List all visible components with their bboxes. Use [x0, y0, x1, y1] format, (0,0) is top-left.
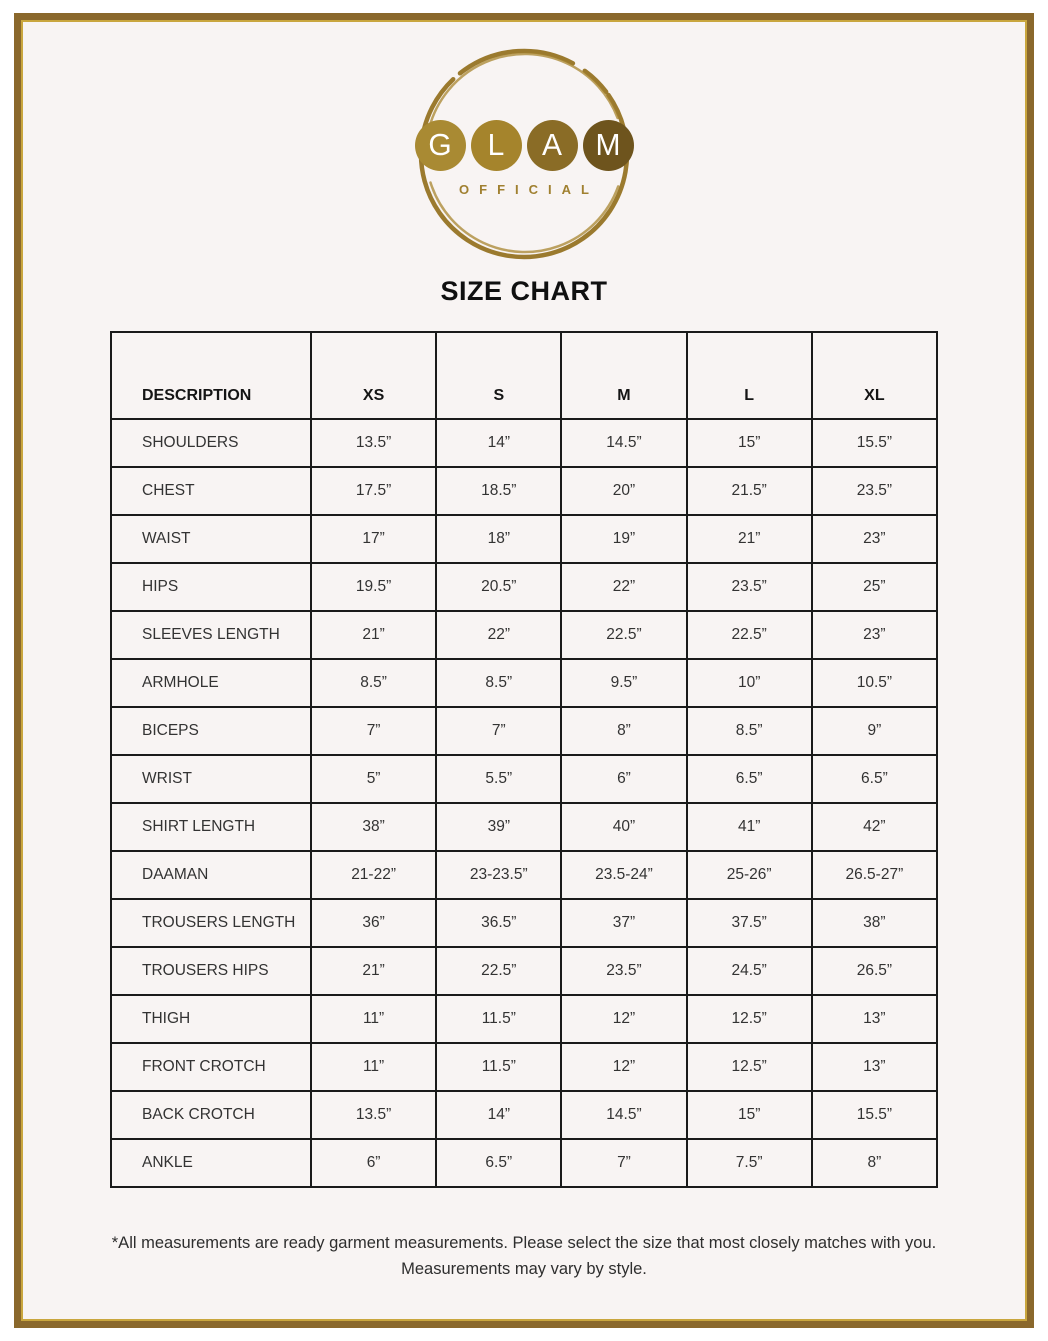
table-row — [111, 659, 937, 707]
measurement-value: 37.5” — [687, 899, 812, 947]
measurement-value: 23.5-24” — [561, 851, 686, 899]
measurement-value: 9.5” — [561, 659, 686, 707]
measurement-value: 23.5” — [812, 467, 937, 515]
measurement-value: 14” — [436, 1091, 561, 1139]
logo-letter-circle — [583, 120, 634, 171]
measurement-value: 7” — [436, 707, 561, 755]
measurement-value: 15.5” — [812, 1091, 937, 1139]
measurement-value: 6.5” — [687, 755, 812, 803]
logo-letter: L — [487, 128, 505, 162]
measurement-value: 15” — [687, 1091, 812, 1139]
measurement-value: 18.5” — [436, 467, 561, 515]
logo-letters — [404, 120, 644, 171]
measurement-label: BACK CROTCH — [111, 1091, 311, 1139]
table-row — [111, 899, 937, 947]
measurement-value: 36” — [311, 899, 436, 947]
table-row — [111, 803, 937, 851]
measurement-value: 23-23.5” — [436, 851, 561, 899]
header-size-m: M — [561, 332, 686, 419]
measurement-value: 12.5” — [687, 995, 812, 1043]
measurement-value: 6” — [311, 1139, 436, 1187]
measurement-value: 19.5” — [311, 563, 436, 611]
measurement-value: 11” — [311, 995, 436, 1043]
header-description: DESCRIPTION — [111, 332, 311, 419]
measurement-value: 38” — [311, 803, 436, 851]
measurement-label: WAIST — [111, 515, 311, 563]
measurement-value: 8” — [561, 707, 686, 755]
table-row — [111, 1139, 937, 1187]
measurement-label: TROUSERS LENGTH — [111, 899, 311, 947]
measurement-value: 15” — [687, 419, 812, 467]
size-table — [110, 331, 938, 1188]
measurement-value: 25-26” — [687, 851, 812, 899]
measurement-value: 26.5” — [812, 947, 937, 995]
measurement-value: 21” — [687, 515, 812, 563]
measurement-value: 8.5” — [687, 707, 812, 755]
table-row — [111, 611, 937, 659]
measurement-value: 9” — [812, 707, 937, 755]
measurement-label: BICEPS — [111, 707, 311, 755]
measurement-value: 11” — [311, 1043, 436, 1091]
measurement-label: FRONT CROTCH — [111, 1043, 311, 1091]
logo-letter: M — [595, 128, 621, 162]
measurement-value: 25” — [812, 563, 937, 611]
table-row — [111, 1043, 937, 1091]
table-row — [111, 515, 937, 563]
measurement-value: 20” — [561, 467, 686, 515]
measurement-label: ANKLE — [111, 1139, 311, 1187]
measurement-value: 6” — [561, 755, 686, 803]
logo-subtitle: OFFICIAL — [459, 182, 599, 197]
measurement-label: THIGH — [111, 995, 311, 1043]
measurement-value: 17.5” — [311, 467, 436, 515]
measurement-value: 20.5” — [436, 563, 561, 611]
logo-letter-circle — [527, 120, 578, 171]
measurement-value: 12” — [561, 995, 686, 1043]
measurement-value: 23” — [812, 515, 937, 563]
measurement-value: 21-22” — [311, 851, 436, 899]
table-row — [111, 419, 937, 467]
measurement-value: 39” — [436, 803, 561, 851]
measurement-value: 6.5” — [812, 755, 937, 803]
measurement-value: 24.5” — [687, 947, 812, 995]
decorative-gold-frame — [14, 13, 1034, 1328]
measurement-label: WRIST — [111, 755, 311, 803]
measurement-label: ARMHOLE — [111, 659, 311, 707]
table-row — [111, 947, 937, 995]
measurement-value: 19” — [561, 515, 686, 563]
measurement-value: 7” — [311, 707, 436, 755]
measurement-value: 7.5” — [687, 1139, 812, 1187]
measurement-value: 22.5” — [687, 611, 812, 659]
measurement-value: 8.5” — [436, 659, 561, 707]
measurement-label: SHIRT LENGTH — [111, 803, 311, 851]
measurement-value: 14” — [436, 419, 561, 467]
measurement-value: 10” — [687, 659, 812, 707]
measurement-label: SLEEVES LENGTH — [111, 611, 311, 659]
measurement-value: 22” — [561, 563, 686, 611]
size-table-body — [111, 419, 937, 1187]
measurement-value: 14.5” — [561, 419, 686, 467]
header-size-xl: XL — [812, 332, 937, 419]
measurement-value: 21” — [311, 611, 436, 659]
measurement-value: 41” — [687, 803, 812, 851]
measurement-value: 23” — [812, 611, 937, 659]
logo-letter: A — [541, 128, 562, 162]
measurement-value: 12.5” — [687, 1043, 812, 1091]
measurement-value: 6.5” — [436, 1139, 561, 1187]
measurement-label: HIPS — [111, 563, 311, 611]
measurement-label: SHOULDERS — [111, 419, 311, 467]
measurement-label: DAAMAN — [111, 851, 311, 899]
measurement-value: 13” — [812, 1043, 937, 1091]
measurement-value: 13” — [812, 995, 937, 1043]
footnote-line-1: *All measurements are ready garment measurements. Please select the size that most closely matches with you. — [111, 1234, 937, 1252]
logo-letter: G — [428, 128, 452, 162]
measurement-label: TROUSERS HIPS — [111, 947, 311, 995]
measurement-label: CHEST — [111, 467, 311, 515]
measurement-value: 10.5” — [812, 659, 937, 707]
measurement-value: 22” — [436, 611, 561, 659]
measurement-value: 8.5” — [311, 659, 436, 707]
measurement-value: 36.5” — [436, 899, 561, 947]
measurement-value: 37” — [561, 899, 686, 947]
measurement-value: 11.5” — [436, 1043, 561, 1091]
measurement-value: 14.5” — [561, 1091, 686, 1139]
measurement-value: 5.5” — [436, 755, 561, 803]
header-size-xs: XS — [311, 332, 436, 419]
measurement-value: 15.5” — [812, 419, 937, 467]
logo-letter-circle — [415, 120, 466, 171]
measurement-value: 23.5” — [687, 563, 812, 611]
measurement-value: 18” — [436, 515, 561, 563]
measurement-value: 21.5” — [687, 467, 812, 515]
measurement-value: 8” — [812, 1139, 937, 1187]
measurement-value: 22.5” — [436, 947, 561, 995]
measurement-value: 38” — [812, 899, 937, 947]
table-header-row — [111, 332, 937, 419]
measurement-value: 42” — [812, 803, 937, 851]
page-title: SIZE CHART — [440, 276, 608, 306]
table-row — [111, 995, 937, 1043]
table-row — [111, 1091, 937, 1139]
header-size-l: L — [687, 332, 812, 419]
measurement-value: 21” — [311, 947, 436, 995]
table-row — [111, 467, 937, 515]
measurement-value: 12” — [561, 1043, 686, 1091]
table-row — [111, 851, 937, 899]
measurement-value: 23.5” — [561, 947, 686, 995]
footnote-line-2: Measurements may vary by style. — [401, 1260, 647, 1278]
measurement-value: 11.5” — [436, 995, 561, 1043]
measurement-value: 7” — [561, 1139, 686, 1187]
measurement-value: 22.5” — [561, 611, 686, 659]
header-size-s: S — [436, 332, 561, 419]
brand-logo — [404, 32, 644, 272]
measurement-value: 13.5” — [311, 1091, 436, 1139]
table-row — [111, 707, 937, 755]
measurement-value: 17” — [311, 515, 436, 563]
table-row — [111, 755, 937, 803]
logo-letter-circle — [471, 120, 522, 171]
measurement-value: 40” — [561, 803, 686, 851]
measurement-value: 26.5-27” — [812, 851, 937, 899]
measurement-value: 5” — [311, 755, 436, 803]
footnote — [21, 1230, 1027, 1282]
table-row — [111, 563, 937, 611]
measurement-value: 13.5” — [311, 419, 436, 467]
